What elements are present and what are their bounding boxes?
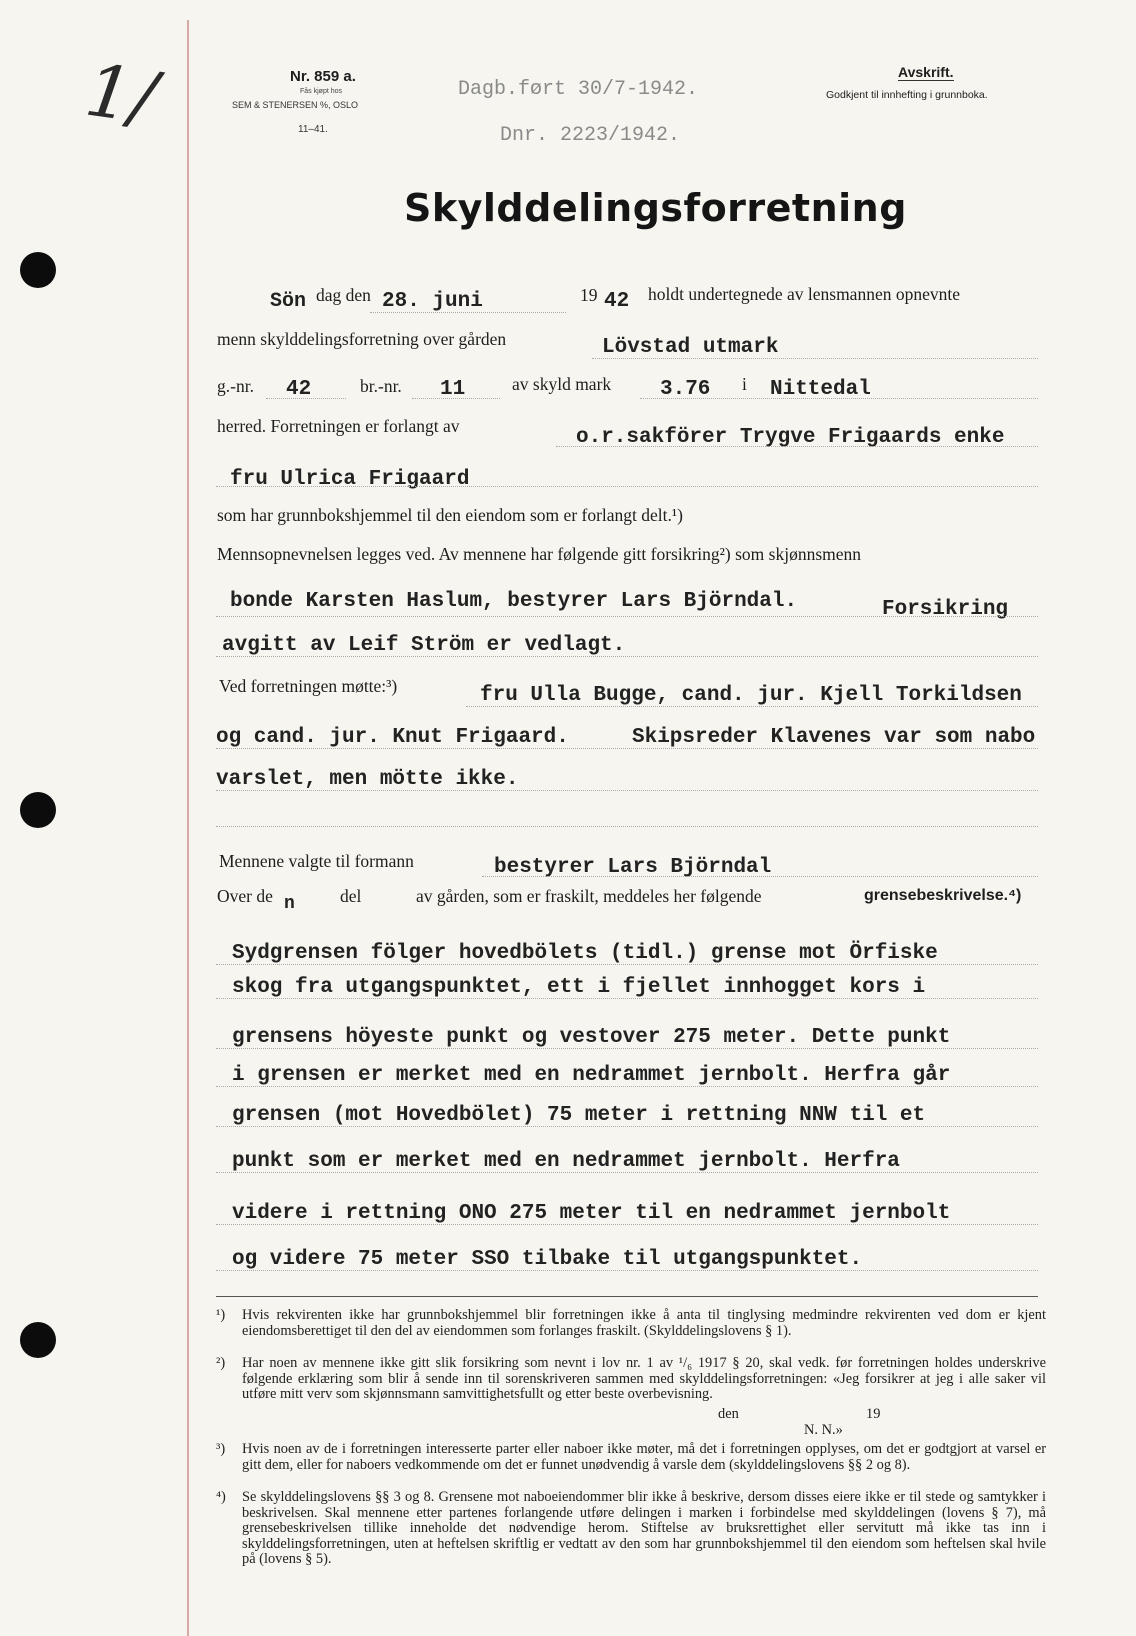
page-title: Skylddelingsforretning — [404, 186, 907, 230]
footnote-4-mark: ⁴) — [216, 1489, 226, 1505]
grunnbok-text: som har grunnbokshjemmel til den eiendom som er forlangt delt.¹) — [217, 505, 683, 525]
footnote-4 — [216, 1490, 1046, 1568]
approval-note: Godkjent til innhefting i grunnboka. — [826, 89, 988, 101]
skjonnsmenn-line-1b: Forsikring — [882, 598, 1009, 621]
dnr-stamp: Dnr. 2223/1942. — [500, 124, 681, 147]
punch-hole-middle — [20, 792, 56, 828]
footnote-2-mark: ²) — [216, 1355, 226, 1371]
herred-label: herred. Forretningen er forlangt av — [217, 416, 460, 436]
skyld-value: 3.76 — [660, 378, 711, 401]
over-n: n — [284, 894, 295, 914]
year-suffix: 42 — [604, 290, 630, 313]
footnote-2-year: 19 — [866, 1406, 881, 1422]
motte-line-1: fru Ulla Bugge, cand. jur. Kjell Torkildsen — [480, 684, 1022, 707]
meeting-date: 28. juni — [382, 290, 483, 313]
boundary-line-7: videre i rettning ONO 275 meter til en nedrammet jernbolt — [232, 1202, 951, 1225]
boundary-line-5: grensen (mot Hovedbölet) 75 meter i rettning NNW til et — [232, 1104, 926, 1127]
footnote-1-mark: ¹) — [216, 1307, 226, 1323]
footnote-2-signature: N. N.» — [804, 1422, 843, 1438]
requested-by-1: o.r.sakförer Trygve Frigaards enke — [576, 426, 1005, 449]
municipality: Nittedal — [770, 378, 871, 401]
footnote-1 — [216, 1308, 1046, 1339]
motte-line-2b: Skipsreder Klavenes var som nabo — [632, 726, 1036, 749]
copy-label: Avskrift. — [898, 64, 954, 80]
garden-label: av gården, som er fraskilt, meddeles her følgende — [416, 886, 762, 906]
boundary-line-8: og videre 75 meter SSO tilbake til utgangspunktet. — [232, 1248, 863, 1271]
formann-label: Mennene valgte til formann — [219, 851, 414, 871]
bnr-label: br.-nr. — [360, 376, 402, 396]
farm-label: menn skylddelingsforretning over gården — [217, 329, 507, 349]
boundary-line-3: grensens höyeste punkt og vestover 275 meter. Dette punkt — [232, 1026, 951, 1049]
motte-line-2: og cand. jur. Knut Frigaard. — [216, 726, 569, 749]
boundary-line-4: i grensen er merket med en nedrammet jernbolt. Herfra går — [232, 1064, 951, 1087]
grense-label: grensebeskrivelse.⁴) — [864, 887, 1022, 904]
weekday-prefix: Sön — [270, 290, 307, 313]
footnote-3 — [216, 1442, 1046, 1473]
footnote-2-text: Har noen av mennene ikke gitt slik forsikring som nevnt i lov nr. 1 av ¹/₆ 1917 § 20, skal vedk. før forretningen holdes underskrive følgende erklæring som blir å sende inn til sorenskriveren sammen med skylddelingsforretningen: «Jeg forsikrer at jeg i alle saker vil utføre mitt verv som skjønnsmann samvittighetsfullt og etter beste overbevisning. — [242, 1355, 1046, 1403]
footnote-2 — [216, 1356, 1046, 1403]
mennsopnevnelsen-text: Mennsopnevnelsen legges ved. Av mennene har følgende gitt forsikring²) som skjønnsmenn — [217, 544, 862, 564]
boundary-line-1: Sydgrensen fölger hovedbölets (tidl.) grense mot Örfiske — [232, 942, 938, 965]
skjonnsmenn-line-1: bonde Karsten Haslum, bestyrer Lars Björndal. — [230, 590, 798, 613]
del-label: del — [340, 886, 362, 906]
footnote-3-text: Hvis noen av de i forretningen interesserte parter eller naboer ikke møter, må det i forretningen opplyses, om det er godtgjort at varsel er gitt dem, eller for naboers vedkommende om det er funnet unødvendig å varsle dem (skylddelingslovens §§ 2 og 8). — [242, 1441, 1046, 1473]
footnote-rule — [216, 1296, 1038, 1297]
year-prefix: 19 — [580, 285, 598, 305]
over-label: Over de — [217, 886, 273, 906]
boundary-line-6: punkt som er merket med en nedrammet jernbolt. Herfra — [232, 1150, 900, 1173]
farm-name: Lövstad utmark — [602, 336, 779, 359]
i-label: i — [742, 374, 747, 394]
form-edition: 11–41. — [298, 124, 328, 135]
bnr-value: 11 — [440, 378, 466, 401]
boundary-line-2: skog fra utgangspunktet, ett i fjellet innhogget kors i — [232, 976, 926, 999]
gnr-label: g.-nr. — [217, 376, 254, 396]
footnote-4-text: Se skylddelingslovens §§ 3 og 8. Grensene mot naboeiendommer blir ikke å beskrive, dersom disses eiere ikke er til stede og samtykker i beskrivelsen. Skal mennene etter partenes forlangende utføre delingen i marken i forbindelse med skylddelingen (lovens § 7), må grensebeskrivelsen tillike inneholde det nødvendige herom. Stiftelse av bruksrettighet eller servitutt må ikke tas inn i skylddelingsforretningen, uten at heftelsen skriftlig er vedtatt av den som har grunnbokshjemmel til den eiendom som heftelsen skal hvile på (lovens § 5). — [242, 1489, 1046, 1568]
skyld-label: av skyld mark — [512, 374, 612, 394]
publisher-line-2: SEM & STENERSEN %, OSLO — [232, 100, 359, 110]
punch-hole-bottom — [20, 1322, 56, 1358]
footnote-3-mark: ³) — [216, 1441, 226, 1457]
punch-hole-top — [20, 252, 56, 288]
publisher-line-1: Fås kjøpt hos — [300, 88, 343, 95]
opnevnte-text: holdt undertegnede av lensmannen opnevnte — [648, 284, 960, 304]
dagbok-stamp: Dagb.ført 30/7-1942. — [458, 78, 699, 101]
requested-by-2: fru Ulrica Frigaard — [230, 468, 470, 491]
margin-rule — [187, 20, 189, 1636]
skjonnsmenn-line-2: avgitt av Leif Ström er vedlagt. — [222, 634, 626, 657]
weekday-suffix: dag den — [316, 285, 371, 305]
footnote-2-den: den — [718, 1406, 739, 1422]
footnote-1-text: Hvis rekvirenten ikke har grunnbokshjemmel blir forretningen ikke å anta til tinglysing medmindre rekvirenten ved dom er kjent eiendomsberettiget til den del av eiendommen som forlanges fraskilt. (Skylddelingslovens § 1). — [242, 1307, 1046, 1339]
form-number: Nr. 859 a. — [290, 68, 356, 85]
gnr-value: 42 — [286, 378, 312, 401]
motte-line-3: varslet, men mötte ikke. — [216, 768, 519, 791]
motte-label: Ved forretningen møtte:³) — [219, 676, 398, 696]
margin-handwritten-note: 1/ — [80, 47, 162, 141]
formann-name: bestyrer Lars Björndal — [494, 856, 772, 879]
